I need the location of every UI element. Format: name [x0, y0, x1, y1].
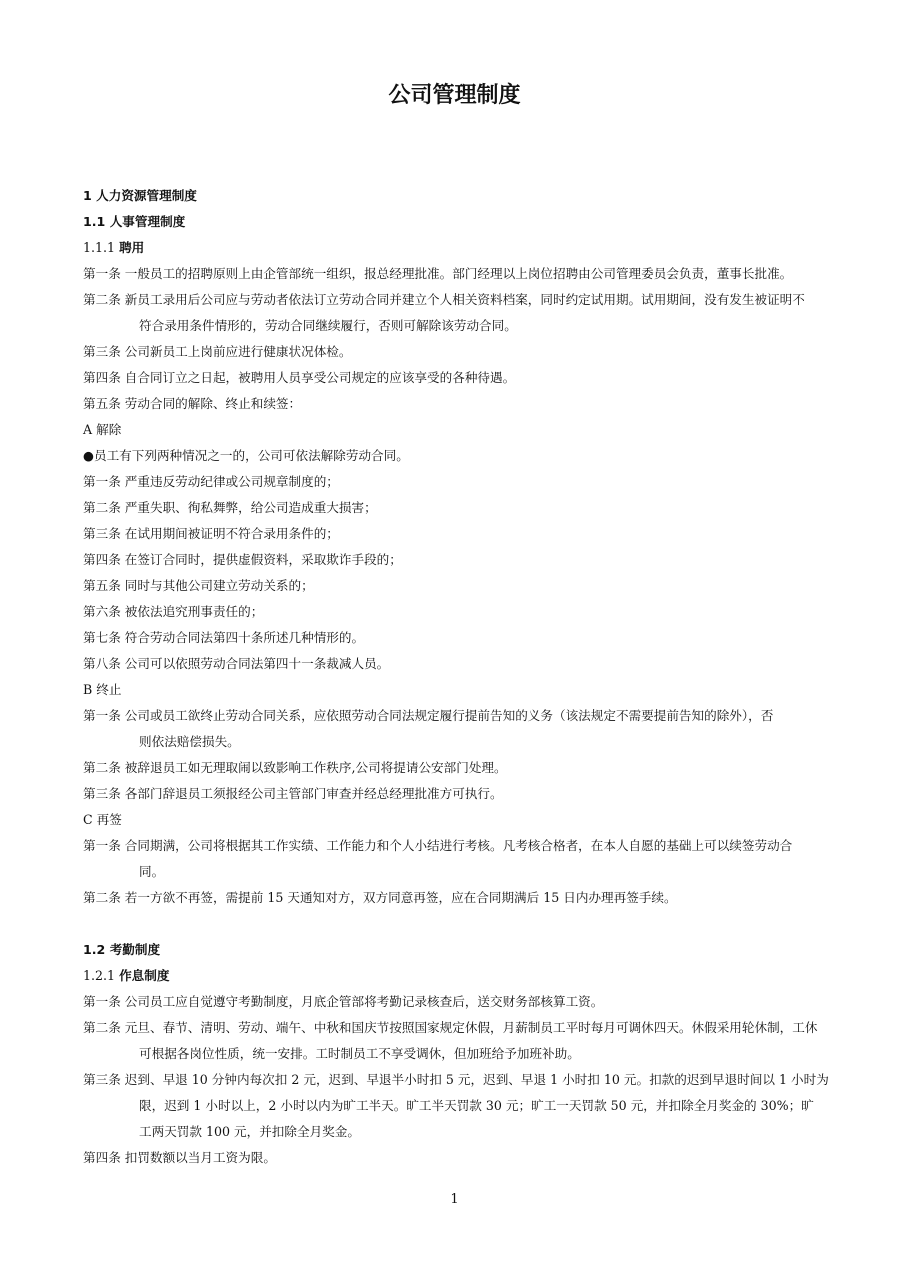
section-heading — [83, 235, 854, 261]
clause-text: 第七条 符合劳动合同法第四十条所述几种情形的。 — [83, 630, 365, 645]
clause-text: 第二条 元旦、春节、清明、劳动、端午、中秋和国庆节按照国家规定休假，月薪制员工平时每月可调休四天。休假采用轮休制，工休 — [83, 1020, 818, 1035]
clause-line — [83, 339, 854, 365]
clause-line — [83, 599, 854, 625]
clause-text: 第一条 合同期满，公司将根据其工作实绩、工作能力和个人小结进行考核。凡考核合格者，在本人自愿的基础上可以续签劳动合 — [83, 838, 793, 853]
clause-text: 第五条 同时与其他公司建立劳动关系的； — [83, 578, 314, 593]
clause-continuation: 同。 — [139, 864, 165, 879]
clause-line — [83, 703, 854, 729]
clause-line — [83, 755, 854, 781]
clause-line — [83, 1145, 854, 1171]
clause-line — [83, 989, 854, 1015]
clause-line — [83, 521, 854, 547]
section-heading — [83, 183, 854, 209]
clause-text: 第二条 被辞退员工如无理取闹以致影响工作秩序,公司将提请公安部门处理。 — [83, 760, 507, 775]
clause-text: 第四条 扣罚数额以当月工资为限。 — [83, 1150, 276, 1165]
page-number: 1 — [450, 1192, 459, 1207]
clause-text: 第三条 在试用期间被证明不符合录用条件的； — [83, 526, 339, 541]
clause-line — [83, 391, 854, 417]
clause-line — [83, 781, 854, 807]
clause-text: 第三条 迟到、早退 10 分钟内每次扣 2 元，迟到、早退半小时扣 5 元，迟到、早退 1 小时扣 10 元。扣款的迟到早退时间以 1 小时为 — [83, 1072, 829, 1087]
clause-continuation: 工两天罚款 100 元，并扣除全月奖金。 — [139, 1124, 360, 1139]
heading-number: 1.1.1 — [83, 240, 120, 255]
clause-text: A 解除 — [83, 422, 122, 437]
heading-number: 1.2.1 — [83, 968, 120, 983]
section-heading — [83, 963, 854, 989]
clause-text: 第六条 被依法追究刑事责任的； — [83, 604, 264, 619]
clause-line — [83, 547, 854, 573]
clause-continuation: 可根据各岗位性质，统一安排。工时制员工不享受调休，但加班给予加班补助。 — [139, 1046, 580, 1061]
clause-line — [83, 573, 854, 599]
section-heading — [83, 937, 854, 963]
clause-line — [83, 443, 854, 469]
clause-line — [83, 261, 854, 287]
clause-text: 第一条 一般员工的招聘原则上由企管部统一组织，报总经理批准。部门经理以上岗位招聘由公司管理委员会负责，董事长批准。 — [83, 266, 793, 281]
clause-line — [83, 469, 854, 495]
clause-line — [83, 833, 854, 859]
clause-text: C 再签 — [83, 812, 122, 827]
clause-text: 第三条 公司新员工上岗前应进行健康状况体检。 — [83, 344, 352, 359]
clause-continuation: 限，迟到 1 小时以上，2 小时以内为旷工半天。旷工半天罚款 30 元；旷工一天罚款 50 元，并扣除全月奖金的 30%；旷 — [139, 1098, 814, 1113]
heading-text: 聘用 — [119, 240, 145, 255]
clause-text: 第一条 公司员工应自觉遵守考勤制度，月底企管部将考勤记录核查后，送交财务部核算工资。 — [83, 994, 604, 1009]
clause-text: 第五条 劳动合同的解除、终止和续签： — [83, 396, 302, 411]
heading-text: 1.1 人事管理制度 — [83, 214, 186, 229]
clause-line — [83, 417, 854, 443]
clause-continuation: 则依法赔偿损失。 — [139, 734, 240, 749]
clause-line — [83, 651, 854, 677]
clause-line — [83, 885, 854, 911]
heading-text: 作息制度 — [119, 968, 170, 983]
clause-line — [83, 1015, 854, 1041]
clause-text: B 终止 — [83, 682, 122, 697]
clause-line — [83, 625, 854, 651]
clause-line — [83, 495, 854, 521]
clause-line — [83, 1067, 854, 1093]
section-heading — [83, 209, 854, 235]
heading-text: 1 人力资源管理制度 — [83, 188, 197, 203]
clause-text: 第八条 公司可以依照劳动合同法第四十一条裁减人员。 — [83, 656, 390, 671]
clause-line — [83, 365, 854, 391]
document-title: 公司管理制度 — [388, 83, 521, 108]
clause-continuation: 符合录用条件情形的，劳动合同继续履行，否则可解除该劳动合同。 — [139, 318, 517, 333]
clause-text: 第一条 严重违反劳动纪律或公司规章制度的； — [83, 474, 339, 489]
clause-text: ●员工有下列两种情况之一的，公司可依法解除劳动合同。 — [83, 448, 409, 463]
clause-line — [83, 677, 854, 703]
clause-line — [83, 807, 854, 833]
clause-text: 第一条 公司或员工欲终止劳动合同关系，应依照劳动合同法规定履行提前告知的义务（该法规定不需要提前告知的除外），否 — [83, 708, 774, 723]
heading-text: 1.2 考勤制度 — [83, 942, 161, 957]
clause-text: 第二条 新员工录用后公司应与劳动者依法订立劳动合同并建立个人相关资料档案，同时约定试用期。试用期间，没有发生被证明不 — [83, 292, 805, 307]
clause-line — [83, 287, 854, 313]
clause-text: 第三条 各部门辞退员工须报经公司主管部门审查并经总经理批准方可执行。 — [83, 786, 503, 801]
clause-text: 第四条 自合同订立之日起，被聘用人员享受公司规定的应该享受的各种待遇。 — [83, 370, 516, 385]
clause-text: 第二条 严重失职、徇私舞弊，给公司造成重大损害； — [83, 500, 377, 515]
clause-text: 第二条 若一方欲不再签，需提前 15 天通知对方，双方同意再签，应在合同期满后 15 日内办理再签手续。 — [83, 890, 677, 905]
clause-text: 第四条 在签订合同时，提供虚假资料，采取欺诈手段的； — [83, 552, 402, 567]
